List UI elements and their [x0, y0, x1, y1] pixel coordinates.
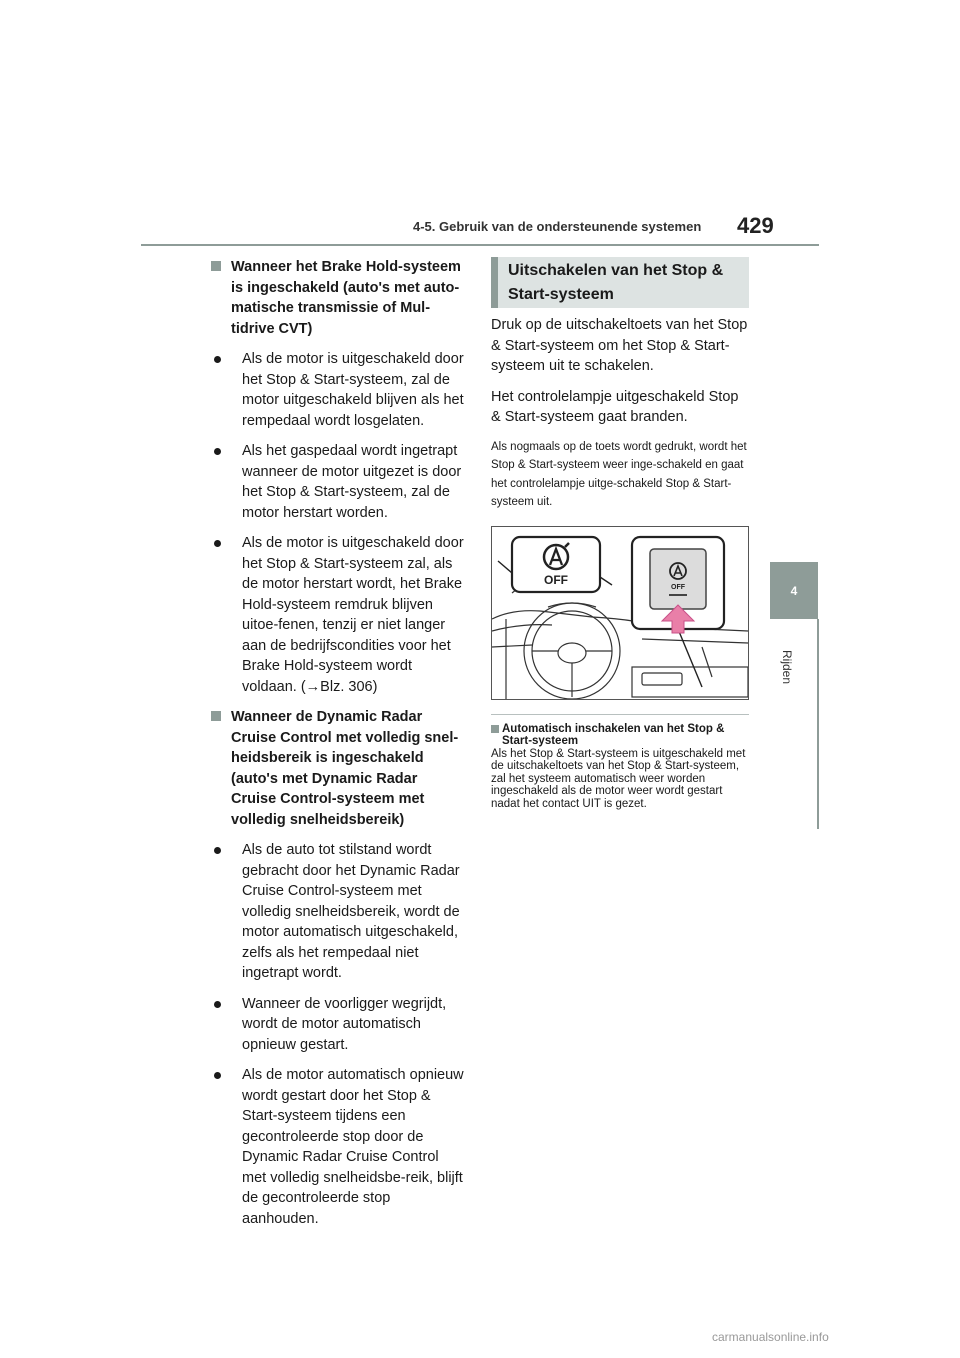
list-item [211, 533, 464, 697]
list-item [211, 441, 464, 523]
bullet-dot-icon [214, 847, 221, 854]
watermark: carmanualsonline.info [712, 1330, 829, 1344]
left-column [211, 257, 464, 1239]
page-number: 429 [737, 213, 774, 238]
list-item [211, 994, 464, 1056]
bullet-dot-icon [214, 356, 221, 363]
side-rule [817, 619, 819, 829]
list-item-text: Als de motor automatisch opnieuw wordt gestart door het Stop & Start-systeem tijdens een gecontroleerde stop door de Dynamic Radar Cruise Control met volledig snelheidsbe-reik, blijft de gecontroleerde stop aanhouden. [242, 1067, 464, 1227]
section-heading-box [491, 257, 749, 308]
off-button-label: OFF [671, 583, 685, 591]
chapter-label: Rijden [780, 650, 794, 685]
list-item [211, 840, 464, 984]
section-heading [211, 257, 464, 339]
right-column [491, 257, 749, 810]
note-heading [491, 723, 749, 748]
list-item-text: Als het gaspedaal wordt ingetrapt wanneer de motor uitgezet is door het Stop & Start-systeem, zal de motor herstart worden. [242, 443, 462, 521]
bullet-dot-icon [214, 1001, 221, 1008]
dashboard-drawing [492, 527, 748, 699]
section-heading [211, 707, 464, 830]
paragraph: Het controlelampje uitgeschakeld Stop & Start-systeem gaat branden. [491, 388, 739, 425]
note-body: Als het Stop & Start-systeem is uitgeschakeld met de uitschakeltoets van het Stop & Start-systeem, zal het systeem automatisch weer worden ingeschakeld als de motor weer wordt gestart nadat het contact UIT is gezet. [491, 747, 746, 810]
bullet-dot-icon [214, 540, 221, 547]
bullet-dot-icon [214, 448, 221, 455]
square-bullet-icon [211, 261, 221, 271]
section-heading-text: Wanneer het Brake Hold-systeem is ingeschakeld (auto's met auto-matische transmissie of Mul-tidrive CVT) [231, 259, 461, 337]
bullet-dot-icon [214, 1072, 221, 1079]
dashboard-illustration [491, 526, 749, 700]
list-item-text: Wanneer de voorligger wegrijdt, wordt de motor automatisch opnieuw gestart. [242, 995, 447, 1053]
chapter-title: 4-5. Gebruik van de ondersteunende systemen [413, 219, 702, 234]
square-bullet-icon [211, 711, 221, 721]
list-item-text: Als de motor is uitgeschakeld door het Stop & Start-systeem, zal de motor uitgeschakeld blijven als het rempedaal wordt losgelaten. [242, 351, 464, 429]
note-heading-text: Automatisch inschakelen van het Stop & Start-systeem [502, 722, 725, 747]
list-item-text: Als de auto tot stilstand wordt gebracht door het Dynamic Radar Cruise Control-systeem met volledig snelheidsbereik, wordt de motor automatisch uitgeschakeld, zelfs als het rempedaal niet ingetrapt wordt. [242, 842, 460, 981]
chapter-side-tab [770, 562, 818, 619]
off-icon-label: OFF [544, 572, 568, 587]
small-note: Als nogmaals op de toets wordt gedrukt, wordt het Stop & Start-systeem weer inge-schakeld en gaat het controlelampje uitge-schakeld Stop & Start-systeem uit. [491, 440, 747, 508]
list-item [211, 1065, 464, 1229]
paragraph: Druk op de uitschakeltoets van het Stop & Start-systeem om het Stop & Start-systeem uit te schakelen. [491, 317, 748, 374]
section-heading-text: Wanneer de Dynamic Radar Cruise Control met volledig snel-heidsbereik is ingeschakeld (auto's met Dynamic Radar Cruise Control-systeem met volledig snelheidsbereik) [231, 709, 459, 828]
header-rule [141, 244, 819, 246]
divider [491, 714, 749, 715]
square-bullet-icon [491, 725, 499, 733]
section-heading-text: Uitschakelen van het Stop & Start-systeem [508, 261, 724, 303]
list-item [211, 349, 464, 431]
list-item-text: Als de motor is uitgeschakeld door het Stop & Start-systeem zal, als de motor herstart wordt, het Brake Hold-systeem remdruk blijven uitoe-fenen, tenzij er niet langer aan de bedrijfscondities voor het Brake Hold-systeem wordt voldaan. (→Blz. 306) [242, 535, 464, 695]
chapter-number: 4 [790, 584, 798, 598]
